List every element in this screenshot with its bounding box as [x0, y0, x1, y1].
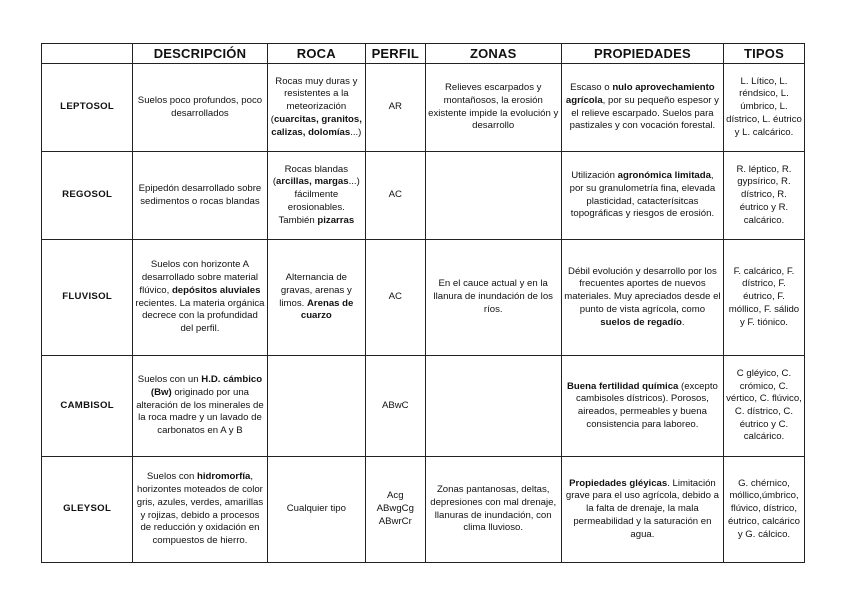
text-segment: Epipedón desarrollado sobre sedimentos o rocas blandas — [138, 182, 262, 207]
table-row-cambisol — [42, 356, 805, 457]
text-segment: recientes. La materia orgánica decrece con la profundidad del perfil. — [135, 297, 265, 334]
perfil-cell: Acg ABwgCg ABwrCr — [366, 457, 425, 563]
roca-cell — [267, 152, 365, 240]
text-segment: (excepto cambisoles dístricos). Porosos, aireados, permeables y buena consistencia para laboreo. — [576, 380, 718, 430]
perfil-cell: AR — [366, 64, 425, 152]
propiedades-cell — [561, 240, 723, 356]
perfil-cell: ABwC — [366, 356, 425, 457]
soil-name: FLUVISOL — [42, 240, 133, 356]
header-perfil: PERFIL — [366, 44, 425, 64]
header-propiedades: PROPIEDADES — [561, 44, 723, 64]
zonas-cell — [425, 152, 561, 240]
bold-text: Propiedades gléyicas — [569, 477, 668, 489]
text-segment: , por su granulometría fina, elevada plasticidad, catacterísitcas topográficas y riesgos de erosión. — [569, 170, 716, 220]
header-descripcion: DESCRIPCIÓN — [133, 44, 267, 64]
bold-text: depósitos aluviales — [171, 284, 261, 296]
header-roca: ROCA — [267, 44, 365, 64]
text-segment: ...) fácilmente erosionables. También — [278, 176, 360, 226]
table-row-regosol — [42, 152, 805, 240]
descripcion-cell — [133, 152, 267, 240]
text-segment: Suelos con — [146, 471, 198, 483]
propiedades-cell — [561, 457, 723, 563]
descripcion-cell — [133, 64, 267, 152]
text-segment: ...) — [350, 126, 362, 138]
descripcion-cell — [133, 240, 267, 356]
bold-text: cuarcitas, granitos, calizas, dolomías — [271, 113, 362, 138]
roca-cell — [267, 356, 365, 457]
text-segment: Escaso o — [570, 82, 613, 94]
propiedades-cell — [561, 64, 723, 152]
perfil-cell: AC — [366, 240, 425, 356]
zonas-cell — [425, 356, 561, 457]
zonas-cell: Relieves escarpados y montañosos, la erosión existente impide la evolución y desarrollo — [425, 64, 561, 152]
text-segment: . — [681, 316, 685, 328]
roca-cell — [267, 240, 365, 356]
text-segment: Utilización — [571, 170, 618, 182]
table-row-gleysol — [42, 457, 805, 563]
tipos-cell: G. chérnico, móllico,úmbrico, flúvico, dístrico, éutrico, calcárico y G. cálcico. — [723, 457, 804, 563]
text-segment: originado por una alteración de los minerales de la roca madre y un lavado de carbonatos en A y B — [136, 386, 264, 437]
text-segment: . Limitación grave para el uso agrícola, debido a la falta de drenaje, la mala permeabilidad y la saturación en agua. — [565, 477, 719, 540]
roca-cell — [267, 457, 365, 563]
zonas-cell: En el cauce actual y en la llanura de inundación de los ríos. — [425, 240, 561, 356]
text-segment: Rocas blandas ( — [272, 163, 349, 188]
bold-text: suelos de regadío — [600, 316, 682, 328]
text-segment: , horizontes moteados de color gris, azules, verdes, amarillas y rojizas, debido a procesos de reducción y oxidación en compuestos de hierro. — [136, 471, 264, 546]
text-segment: Alternancia de gravas, arenas y limos. — [279, 272, 352, 309]
tipos-cell: C gléyico, C. crómico, C. vértico, C. flúvico, C. dístrico, C. éutrico y C. calcárico. — [723, 356, 804, 457]
bold-text: H.D. cámbico (Bw) — [150, 374, 263, 398]
table-row-fluvisol — [42, 240, 805, 356]
zonas-cell: Zonas pantanosas, deltas, depresiones con mal drenaje, llanuras de inundación, con clima lluvioso. — [425, 457, 561, 563]
header-zonas: ZONAS — [425, 44, 561, 64]
roca-cell — [267, 64, 365, 152]
propiedades-cell — [561, 356, 723, 457]
text-segment: Cualquier tipo — [286, 503, 346, 515]
text-segment: , por su pequeño espesor y el relieve escarpado. Suelos para pastizales y con vocación forestal. — [569, 94, 719, 132]
table-row-leptosol — [42, 64, 805, 152]
text-segment: Suelos con horizonte A desarrollado sobre material flúvico, — [139, 259, 259, 296]
header-tipos: TIPOS — [723, 44, 804, 64]
perfil-cell: AC — [366, 152, 425, 240]
descripcion-cell — [133, 457, 267, 563]
tipos-cell: L. Lítico, L. réndsico, L. úmbrico, L. dístrico, L. éutrico y L. calcárico. — [723, 64, 804, 152]
tipos-cell: F. calcárico, F. dístrico, F. éutrico, F. móllico, F. sálido y F. tiónico. — [723, 240, 804, 356]
text-segment: Suelos poco profundos, poco desarrollados — [137, 94, 263, 119]
bold-text: Arenas de cuarzo — [300, 297, 354, 322]
header-name — [42, 44, 133, 64]
bold-text: nulo aprovechamiento agrícola — [565, 82, 715, 106]
soil-name: LEPTOSOL — [42, 64, 133, 152]
bold-text: arcillas, margas — [276, 176, 349, 188]
text-segment: Suelos con un — [137, 374, 202, 386]
soil-name: REGOSOL — [42, 152, 133, 240]
header-row — [42, 44, 805, 64]
soil-name: GLEYSOL — [42, 457, 133, 563]
bold-text: agronómica limitada — [617, 170, 711, 182]
soil-name: CAMBISOL — [42, 356, 133, 457]
propiedades-cell — [561, 152, 723, 240]
bold-text: Buena fertilidad química — [566, 380, 679, 392]
bold-text: pizarras — [317, 214, 355, 226]
tipos-cell: R. léptico, R. gypsírico, R. dístrico, R. éutrico y R. calcárico. — [723, 152, 804, 240]
text-segment: Débil evolución y desarrollo por los frecuentes aportes de nuevos materiales. Muy apreciados desde el punto de vista agrícola, como — [564, 265, 721, 315]
descripcion-cell — [133, 356, 267, 457]
bold-text: hidromorfía — [197, 471, 251, 483]
text-segment: Rocas muy duras y resistentes a la meteorización ( — [270, 75, 358, 125]
soil-types-table — [41, 43, 805, 563]
